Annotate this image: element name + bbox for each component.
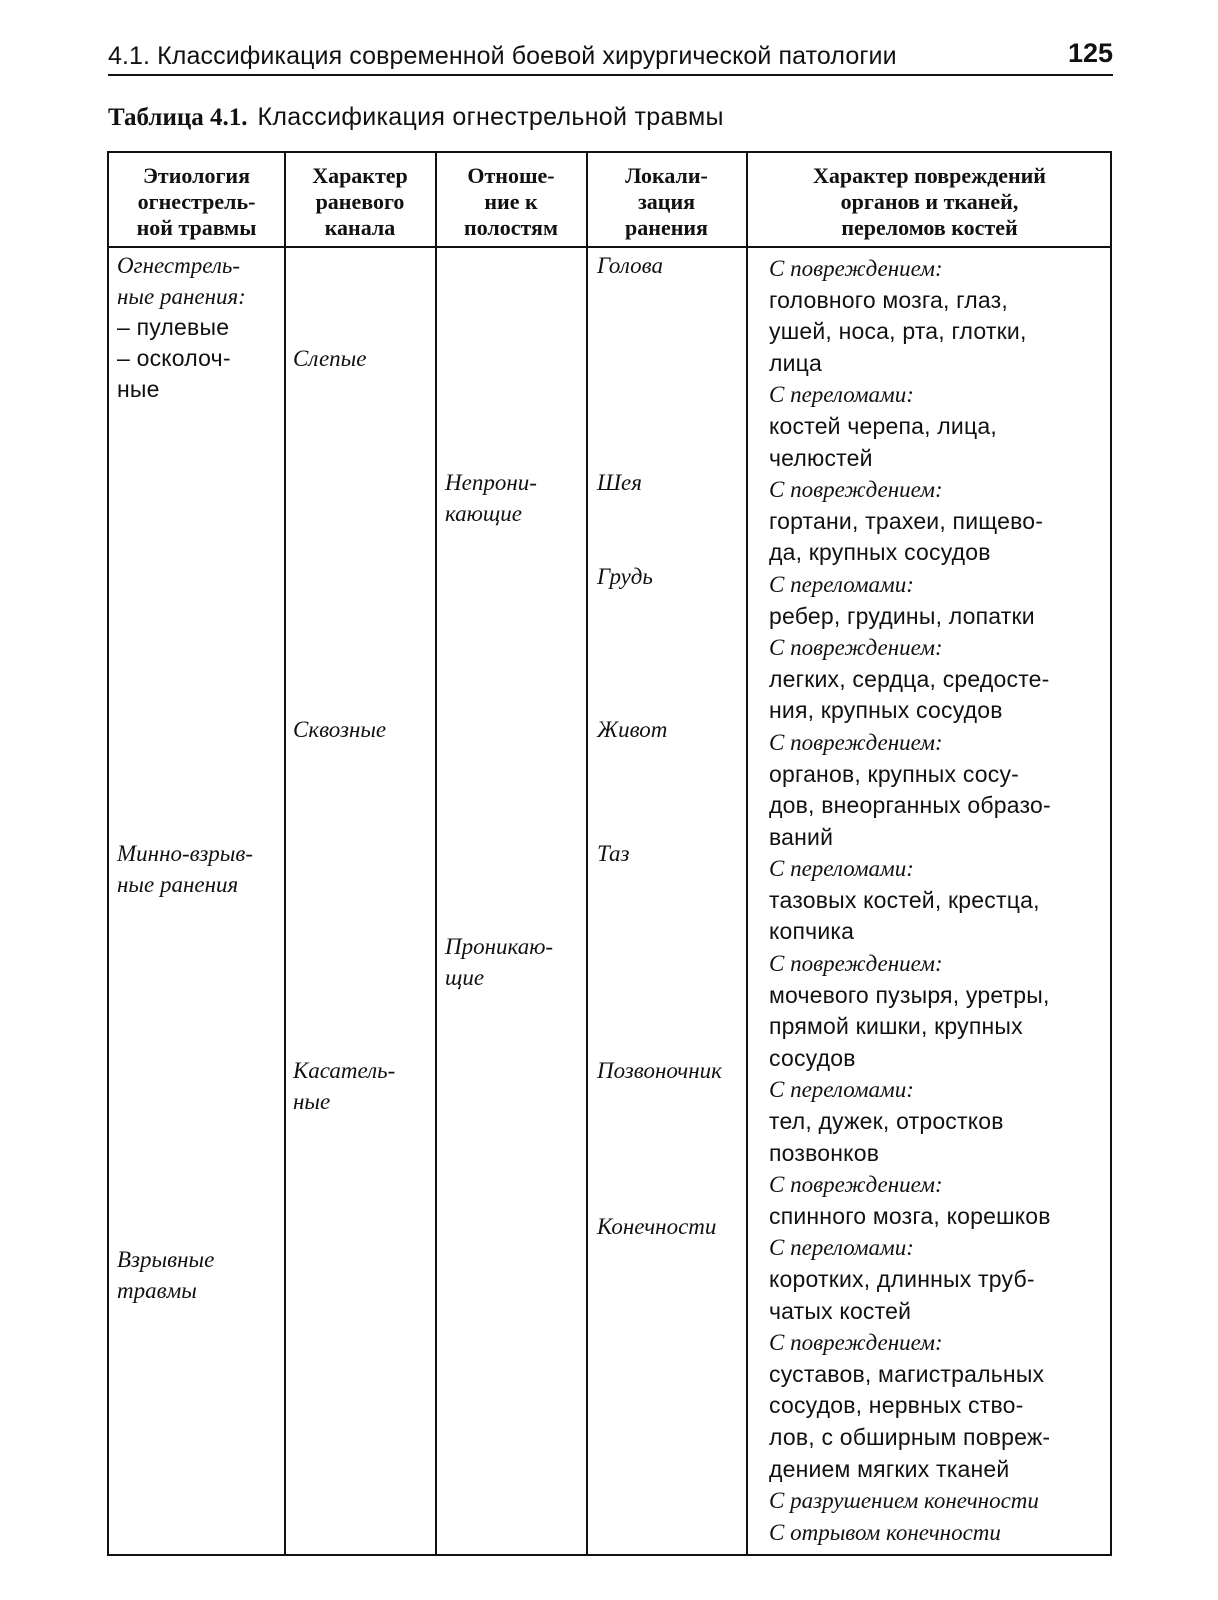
damage-text: легких, сердца, средосте- [769, 665, 1050, 692]
etiology-firearm-types: – пулевые – осколоч- ные [117, 314, 231, 402]
header-wound-channel: Характер раневого канала [312, 163, 408, 240]
table-caption [108, 103, 724, 132]
damage-label: С повреждением: [769, 477, 943, 503]
damage-text: тел, дужек, отростков [769, 1108, 1004, 1135]
damage-text: лица [769, 349, 823, 376]
damage-text: да, крупных сосудов [769, 539, 991, 566]
page-number: 125 [1067, 38, 1113, 68]
table-caption-label: Таблица 4.1. [108, 104, 248, 131]
header-divider [109, 246, 1110, 248]
classification-table [107, 151, 1112, 1556]
damage-text: лов, с обширным повреж- [769, 1423, 1051, 1450]
cavity-penetrating: Проникаю- щие [445, 934, 554, 990]
damage-label: С переломами: [769, 571, 914, 597]
column-divider [746, 153, 748, 1554]
damage-text: ния, крупных сосудов [769, 697, 1003, 724]
damage-label: С повреждением: [769, 1172, 943, 1198]
damage-text: прямой кишки, крупных [769, 1013, 1023, 1040]
channel-tangential: Касатель- ные [293, 1058, 396, 1114]
localization-pelvis: Таз [597, 841, 630, 866]
damage-text: головного мозга, глаз, [769, 286, 1008, 313]
damage-text: гортани, трахеи, пищево- [769, 507, 1044, 534]
damage-text: сосудов [769, 1044, 856, 1071]
damage-text: ребер, грудины, лопатки [769, 602, 1035, 629]
damage-label: С повреждением: [769, 951, 943, 977]
damage-text: костей черепа, лица, [769, 412, 997, 439]
damage-text: чатых костей [769, 1297, 912, 1324]
running-head-title: 4.1. Классификация современной боевой хирургической патологии [108, 42, 897, 70]
damage-label: С повреждением: [769, 729, 943, 755]
damage-text: суставов, магистральных [769, 1360, 1045, 1387]
header-localization: Локали- зация ранения [625, 163, 708, 240]
localization-chest: Грудь [597, 564, 653, 589]
damage-label: С отрывом конечности [769, 1519, 1001, 1545]
damage-text: позвонков [769, 1139, 880, 1166]
damage-text: дением мягких тканей [769, 1455, 1010, 1482]
damage-text: мочевого пузыря, уретры, [769, 981, 1050, 1008]
damage-label: С переломами: [769, 382, 914, 408]
column-divider [586, 153, 588, 1554]
table-caption-text: Классификация огнестрельной травмы [257, 103, 724, 131]
column-divider [435, 153, 437, 1554]
channel-blind: Слепые [293, 346, 367, 371]
damage-label: С переломами: [769, 1077, 914, 1103]
damage-label: С повреждением: [769, 635, 943, 661]
localization-abdomen: Живот [597, 717, 668, 742]
running-head-rule [108, 74, 1113, 76]
header-damage: Характер повреждений органов и тканей, переломов костей [813, 163, 1046, 240]
header-cavity-relation: Отноше- ние к полостям [464, 163, 558, 240]
etiology-blast: Взрывные травмы [117, 1247, 215, 1303]
damage-label: С повреждением: [769, 256, 943, 281]
localization-neck: Шея [597, 470, 642, 495]
damage-label: С разрушением конечности [769, 1488, 1039, 1514]
damage-text: копчика [769, 918, 855, 945]
damage-column [769, 253, 1109, 1548]
damage-label: С переломами: [769, 856, 914, 882]
localization-head: Голова [597, 253, 663, 278]
damage-text: челюстей [769, 444, 873, 471]
damage-text: ушей, носа, рта, глотки, [769, 318, 1027, 345]
damage-label: С переломами: [769, 1235, 914, 1261]
damage-text: спинного мозга, корешков [769, 1202, 1051, 1229]
damage-text: органов, крупных сосу- [769, 760, 1020, 787]
damage-text: коротких, длинных труб- [769, 1266, 1035, 1292]
damage-label: С повреждением: [769, 1330, 943, 1356]
localization-limbs: Конечности [597, 1214, 717, 1239]
column-divider [284, 153, 286, 1554]
etiology-mine-blast: Минно-взрыв- ные ранения [117, 841, 254, 897]
damage-text: ваний [769, 823, 834, 850]
etiology-firearm: Огнестрель- ные ранения: [117, 253, 246, 309]
damage-text: сосудов, нервных ство- [769, 1392, 1024, 1419]
damage-text: дов, внеорганных образо- [769, 792, 1051, 819]
header-etiology: Этиология огнестрель- ной травмы [136, 163, 257, 240]
running-head [108, 38, 1113, 76]
localization-spine: Позвоночник [597, 1058, 722, 1083]
cavity-non-penetrating: Непрони- кающие [445, 470, 537, 526]
channel-through: Сквозные [293, 717, 387, 742]
damage-text: тазовых костей, крестца, [769, 886, 1040, 913]
